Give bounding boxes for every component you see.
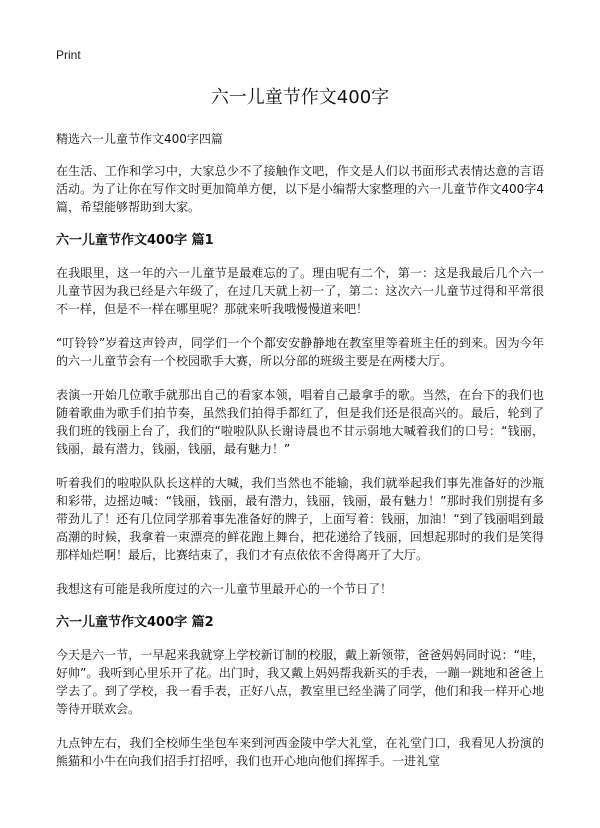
section-1-paragraph: 听着我们的啦啦队队长这样的大喊，我们当然也不能输，我们就举起我们事先准备好的沙瓶和彩带，边摇边喊：“钱丽，钱丽，最有潜力，钱丽，钱丽，最有魅力！”那时我们别提有多带劲儿了！还有几位同学那着事先准备好的牌子，上面写着：钱丽，加油！“到了钱丽唱到最高潮的时候，我拿着一束漂亮的鲜花跑上舞台，把花递给了钱丽，回想起那时的我们是笑得那样灿烂啊！最后，比赛结束了，我们才有点依依不舍得离开了大厅。 — [56, 476, 544, 562]
document-title: 六一儿童节作文400字 — [210, 87, 390, 108]
print-link[interactable]: Print — [56, 48, 81, 62]
section-1-paragraph: 我想这有可能是我所度过的六一儿童节里最开心的一个节日了！ — [56, 582, 393, 596]
section-heading-2: 六一儿童节作文400字 篇2 — [56, 615, 214, 630]
section-2-paragraph: 九点钟左右，我们全校师生坐包车来到河西金陵中学大礼堂，在礼堂门口，我看见人扮演的熊猫和小牛在向我们招手打招呼，我们也开心地向他们挥挥手。一进礼堂 — [56, 736, 544, 768]
section-2-paragraph: 今天是六一节，一早起来我就穿上学校新订制的校服，戴上新领带，爸爸妈妈同时说：“哇，好帅”。我听到心里乐开了花。出门时，我又戴上妈妈帮我新买的手表，一蹦一跳地和爸爸上学去了。到了学校，我一看手表，正好八点，教室里已经坐满了同学，他们和我一样开心地等待开联欢会。 — [56, 648, 544, 716]
section-1-paragraph: “叮铃铃”岁着这声铃声，同学们一个个都安安静静地在教室里等着班主任的到来。因为今年的六一儿童节会有一个校园歌手大赛，所以分部的班级主要是在两楼大厅。 — [56, 336, 544, 368]
section-heading-1: 六一儿童节作文400字 篇1 — [56, 233, 214, 248]
intro-paragraph: 在生活、工作和学习中，大家总少不了接触作文吧，作文是人们以书面形式表情达意的言语活动。为了让你在写作文时更加简单方便，以下是小编帮大家整理的六一儿童节作文400字4篇，希望能够帮助到大家。 — [56, 164, 544, 214]
section-1-paragraph: 表演一开始几位歌手就那出自己的看家本领，唱着自己最拿手的歌。当然，在台下的我们也随着歌曲为歌手们拍节奏，虽然我们拍得手都红了，但是我们还是很高兴的。最后，轮到了我们班的钱丽上台了，我们的“啦啦队队长谢诗晨也不甘示弱地大喊着我们的口号：“钱丽，钱丽，最有潜力，钱丽，钱丽，最有魅力！” — [56, 388, 544, 456]
document-subtitle: 精选六一儿童节作文400字四篇 — [56, 132, 223, 146]
section-1-paragraph: 在我眼里，这一年的六一儿童节是最难忘的了。理由呢有二个，第一：这是我最后几个六一儿童节因为我已经是六年级了，在过几天就上初一了，第二：这次六一儿童节过得和平常很不一样，但是不一样在哪里呢？那就来听我哦慢慢道来吧！ — [56, 266, 544, 316]
